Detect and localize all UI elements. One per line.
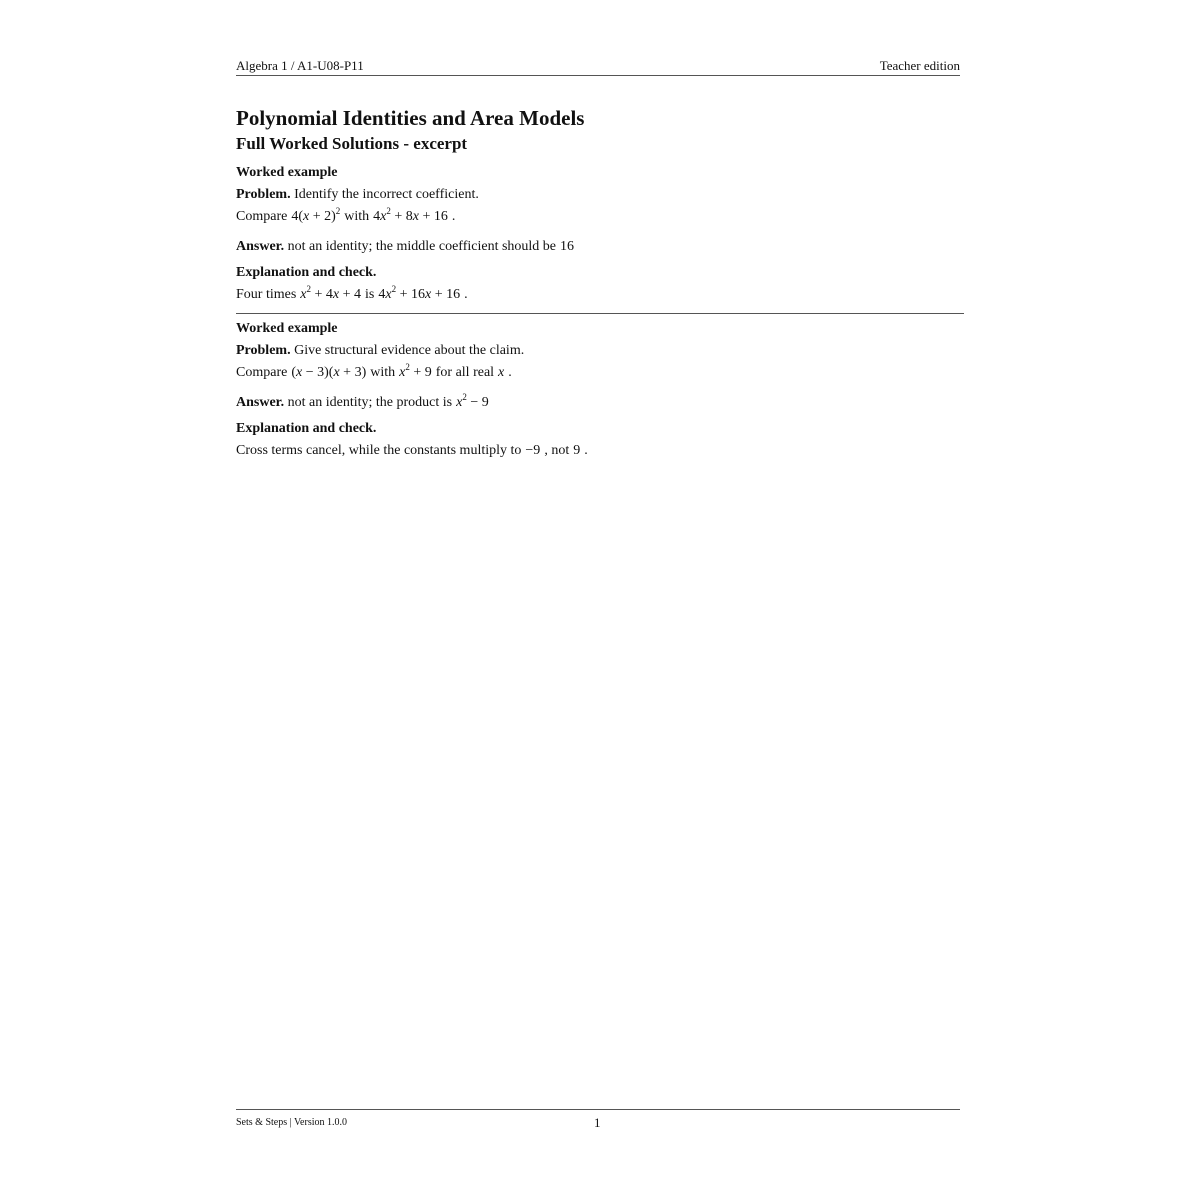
page-header [236, 58, 960, 76]
answer-label: Answer. [236, 239, 285, 254]
math-expression: $x^2 - 9$ [456, 392, 489, 410]
section-divider [236, 313, 964, 314]
explanation-heading: Explanation and check. [236, 421, 377, 436]
problem-statement [236, 340, 964, 362]
document-body [236, 104, 964, 462]
problem-text: Give structural evidence about the claim. [294, 343, 525, 358]
answer-text: not an identity; the product is [287, 395, 453, 410]
page-number: 1 [594, 1115, 601, 1130]
edition-label: Teacher edition [879, 58, 960, 73]
example-heading: Worked example [236, 321, 338, 336]
math-expression: $4(x + 2)^2$ [291, 206, 341, 224]
answer-line [236, 236, 964, 258]
answer-label: Answer. [236, 395, 285, 410]
math-expression: (x − 3)(x + 3) [291, 365, 367, 380]
course-code: Algebra 1 / A1-U08-P11 [236, 58, 364, 73]
compare-word: Compare [236, 209, 288, 224]
math-expression: x [498, 365, 505, 380]
math-expression: $x^2 + 9$ [399, 362, 432, 380]
explanation-heading: Explanation and check. [236, 265, 377, 280]
document-title: Polynomial Identities and Area Models [236, 106, 585, 130]
compare-line: Compare (x − 3)(x + 3) with $x^2 + 9$ for all real x . [236, 362, 512, 380]
example-heading: Worked example [236, 165, 338, 180]
document-subtitle: Full Worked Solutions - excerpt [236, 134, 468, 153]
math-value: 9 [573, 443, 581, 458]
compare-line: Compare $4(x + 2)^2$ with $4x^2 + 8x + 16$ . [236, 206, 456, 224]
math-expression: $4x^2 + 16x + 16$ [378, 284, 461, 302]
problem-label: Problem. [236, 343, 291, 358]
compare-word: Compare [236, 365, 288, 380]
worked-example-2 [236, 318, 964, 462]
explanation-body: Cross terms cancel, while the constants multiply to [236, 443, 522, 458]
not-word: , not [544, 443, 570, 458]
page-footer [236, 1109, 960, 1132]
answer-value: 16 [560, 239, 575, 254]
answer-text: not an identity; the middle coefficient should be [287, 239, 557, 254]
problem-text: Identify the incorrect coefficient. [294, 187, 479, 202]
worked-example-1 [236, 162, 964, 306]
for-all-real: for all real [435, 365, 495, 380]
problem-label: Problem. [236, 187, 291, 202]
explanation-intro: Four times [236, 287, 297, 302]
math-expression: $x^2 + 4x + 4$ [300, 284, 362, 302]
is-word: is [365, 287, 375, 302]
explanation-text: Four times $x^2 + 4x + 4$ is $4x^2 + 16x + 16$ . [236, 284, 468, 302]
problem-statement [236, 184, 964, 206]
explanation-text: Cross terms cancel, while the constants multiply to −9 , not 9 . [236, 443, 588, 458]
answer-line [236, 392, 964, 414]
math-value: −9 [525, 443, 541, 458]
footer-version: Sets & Steps | Version 1.0.0 [236, 1117, 347, 1128]
with-word: with [370, 365, 396, 380]
math-expression: $4x^2 + 8x + 16$ [373, 206, 448, 224]
with-word: with [344, 209, 370, 224]
